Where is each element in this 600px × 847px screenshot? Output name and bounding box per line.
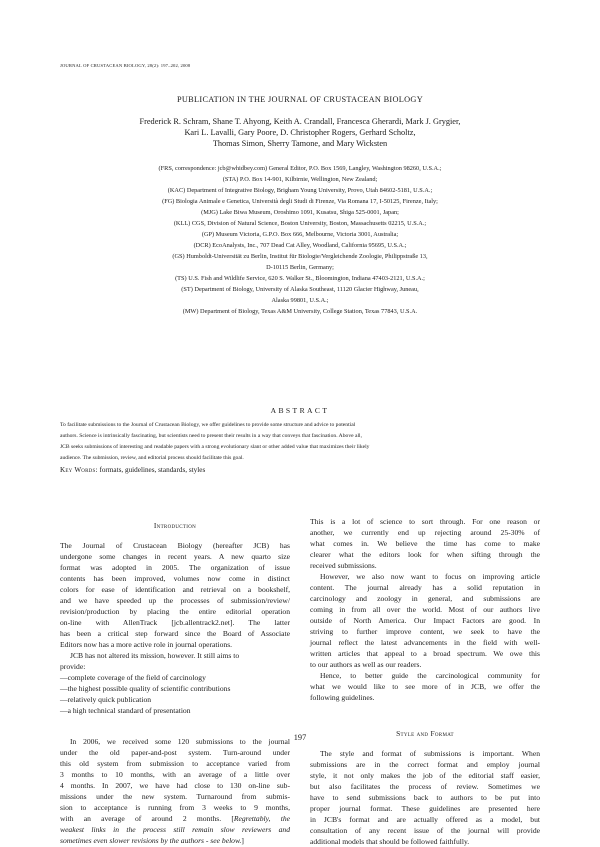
author-line: Frederick R. Schram, Shane T. Ahyong, Keith A. Crandall, Francesca Gherardi, Mark J. Grygier,	[139, 117, 461, 126]
paragraph-line: what comes in. We believe the time has come to make	[310, 539, 540, 548]
paragraph-line: additional models that should be followed faithfully.	[310, 837, 470, 846]
paragraph-line: on-line with AllenTrack [jcb.allentrack2.net]. The latter	[60, 618, 290, 627]
right-paragraph-2	[310, 571, 540, 670]
affiliation-line: D-10115 Berlin, Germany;	[266, 264, 334, 271]
paragraph-line: striving to further improve content, we seek to have the	[310, 627, 540, 636]
paragraph-line: submissions are in the correct format and employ journal	[310, 760, 540, 769]
paragraph-line: JCB has not altered its mission, however. It still aims to	[70, 651, 240, 660]
left-column	[60, 520, 290, 846]
list-item: —a high technical standard of presentation	[60, 706, 191, 715]
abstract-line: To facilitate submissions to the Journal of Crustacean Biology, we offer guidelines to provide some structure and advice to potential	[60, 422, 356, 428]
paragraph-line: Hence, to better guide the carcinological community for	[320, 671, 540, 680]
right-column	[310, 516, 540, 847]
running-head: JOURNAL OF CRUSTACEAN BIOLOGY, 28(2): 197–202, 2008	[60, 63, 191, 68]
paragraph-line: clearer what the editors look for when sifting through the	[310, 550, 540, 559]
paragraph-line: with an average of around 2 months. [Regrettably, the	[60, 814, 290, 823]
paragraph-line: journal reflect the latest advancements in the field with well-	[310, 638, 540, 647]
paragraph-line: 3 months to 10 months, with an average of a little over	[60, 770, 290, 779]
style-paragraph	[310, 748, 540, 847]
affiliation-line: (GP) Museum Victoria, G.P.O. Box 666, Melbourne, Victoria 3001, Australia;	[201, 231, 399, 238]
intro-paragraph-2	[60, 650, 290, 672]
paragraph-line: proper journal format. These guidelines are presented here	[310, 804, 540, 813]
keywords-label: Key Words:	[60, 466, 98, 474]
paragraph-line: revision/production by placing the entire editorial operation	[60, 607, 290, 616]
section-heading-introduction: Introduction	[153, 521, 197, 530]
affiliation-line: (FRS, correspondence: jcb@whidbey.com) General Editor, P.O. Box 1569, Langley, Washington 98260, U.S.A.;	[158, 165, 442, 172]
keywords	[60, 466, 540, 474]
list-item: —complete coverage of the field of carcinology	[60, 673, 206, 682]
abstract-line: audience. The submission, review, and editorial process should facilitate this goal.	[60, 455, 244, 461]
paragraph-line: style, it not only makes the job of the editorial staff easier,	[310, 771, 540, 780]
author-line: Thomas Simon, Sherry Tamone, and Mary Wicksten	[212, 139, 388, 148]
aims-list	[60, 672, 290, 716]
italic-note-start: Regrettably, the	[233, 814, 290, 823]
affiliation-line: (TS) U.S. Fish and Wildlife Service, 620 S. Walker St., Bloomington, Indiana 47403-2121, U.S.A.;	[175, 275, 425, 282]
paragraph-line: This is a lot of science to sort through. For one reason or	[310, 517, 540, 526]
paragraph-line: following guidelines.	[310, 693, 375, 702]
affiliation-line: (FG) Biologia Animale e Genetica, Università degli Studi di Firenze, Via Romana 17, I-50125, Firenze, Italy;	[162, 198, 438, 205]
italic-note-line: weakest links in the process still remain slow reviewers and	[60, 825, 290, 834]
affiliation-line: (KLL) CGS, Division of Natural Science, Boston University, Boston, Massachusetts 02215, U.S.A.;	[173, 220, 427, 227]
abstract-body	[60, 421, 541, 465]
paragraph-line: missions under the new system. Turnaround from submis-	[60, 792, 290, 801]
affiliation-line: (MW) Department of Biology, Texas A&M University, College Station, Texas 77843, U.S.A.	[182, 308, 418, 315]
abstract-line: authors. Science is intrinsically fascinating, but scientists need to present their results in a way that conveys that fascination. Above all,	[60, 433, 362, 439]
page-number: 197	[293, 733, 307, 742]
paragraph-line: what we would like to see more of in JCB, we offer the	[310, 682, 540, 691]
affiliation-line: Alaska 99801, U.S.A.;	[271, 297, 329, 304]
closing-bracket: ]	[241, 836, 244, 845]
paragraph-line: and we have speeded up the processes of submission/review/	[60, 596, 290, 605]
section-heading-style-and-format: Style and Format	[396, 729, 454, 738]
intro-paragraph-3	[60, 736, 290, 846]
paragraph-line: The style and format of submissions is important. When	[320, 749, 540, 758]
paragraph-line: carcinology and zoology in general, and submissions are	[310, 594, 540, 603]
article-title: PUBLICATION IN THE JOURNAL OF CRUSTACEAN BIOLOGY	[176, 95, 424, 104]
paragraph-line: Editors now has a more active role in journal operations.	[60, 640, 233, 649]
paragraph-line: The Journal of Crustacean Biology (hereafter JCB) has	[60, 541, 290, 550]
list-item: —the highest possible quality of scientific contributions	[60, 684, 231, 693]
paragraph-line: coming in from all over the world. Most of our authors live	[310, 605, 540, 614]
paragraph-line: to our authors as well as our readers.	[310, 660, 422, 669]
paragraph-line: In 2006, we received some 120 submissions to the journal	[70, 737, 290, 746]
keywords-text: formats, guidelines, standards, styles	[99, 466, 206, 474]
abstract-line: JCB seeks submissions of interesting and readable papers with a strong evolutionary slant or other added value that maximizes their likely	[60, 444, 370, 450]
paragraph-line: 4 months. In 2007, we have had close to 130 on-line sub-	[60, 781, 290, 790]
affiliation-line: (DCR) EcoAnalysts, Inc., 707 Dead Cat Alley, Woodland, California 95695, U.S.A.;	[193, 242, 407, 249]
affiliation-list	[60, 164, 540, 318]
paragraph-line: another, we currently end up rejecting around 25-30% of	[310, 528, 540, 537]
italic-note-line: sometimes even slower revisions by the authors - see below.]	[60, 836, 244, 845]
paragraph-line: under the old paper-and-post system. Turn-around under	[60, 748, 290, 757]
paragraph-line: outside of North America. Our Impact Factors are good. In	[310, 616, 540, 625]
affiliation-line: (GS) Humboldt-Universität zu Berlin, Institut für Biologie/Vergleichende Zoologie, Philippstraße 13,	[172, 253, 428, 260]
paragraph-line: written articles that appeal to a broad spectrum. We owe this	[310, 649, 540, 658]
affiliation-line: (STA) P.O. Box 14-901, Kilbirnie, Wellington, New Zealand;	[222, 176, 378, 183]
intro-paragraph-1	[60, 540, 290, 650]
author-line: Kari L. Lavalli, Gary Poore, D. Christopher Rogers, Gerhard Scholtz,	[184, 128, 416, 137]
paragraph-line: has been a critical step forward since the Board of Associate	[60, 629, 290, 638]
paragraph-line: received submissions.	[310, 561, 377, 570]
paragraph-line: sion to acceptance is running from 3 weeks to 9 months,	[60, 803, 290, 812]
paragraph-line: format was adopted in 2005. The organization of issue	[60, 563, 290, 572]
right-paragraph-3	[310, 670, 540, 703]
paragraph-line: but also facilitates the process of review. Sometimes we	[310, 782, 540, 791]
paragraph-line: consultation of any recent issue of the journal will provide	[310, 826, 540, 835]
affiliation-line: (ST) Department of Biology, University of Alaska Southeast, 11120 Glacier Highway, Juneau,	[181, 286, 419, 293]
paragraph-line: colors for ease of identification and retrieval on a bookshelf,	[60, 585, 290, 594]
abstract-heading: ABSTRACT	[270, 406, 330, 415]
paragraph-line: However, we also now want to focus on improving article	[320, 572, 540, 581]
paragraph-line: have to send submissions back to authors to be put into	[310, 793, 540, 802]
paragraph-line: content. The journal already has a solid reputation in	[310, 583, 540, 592]
paragraph-line: in JCB's format and are actually offered as a model, but	[310, 815, 540, 824]
right-paragraph-1	[310, 516, 540, 571]
affiliation-line: (MJG) Lake Biwa Museum, Oroshimo 1091, Kusatsu, Shiga 525-0001, Japan;	[201, 209, 399, 216]
paragraph-line: contents has been improved, volumes now come in distinct	[60, 574, 290, 583]
paragraph-line: provide:	[60, 662, 86, 671]
affiliation-line: (KAC) Department of Integrative Biology, Brigham Young University, Provo, Utah 84602-5181, U.S.A.;	[167, 187, 433, 194]
list-item: —relatively quick publication	[60, 695, 152, 704]
paragraph-line: this old system from submission to acceptance varied from	[60, 759, 290, 768]
paragraph-line: undergone some changes in recent years. A new quarto size	[60, 552, 290, 561]
author-list	[60, 116, 540, 149]
